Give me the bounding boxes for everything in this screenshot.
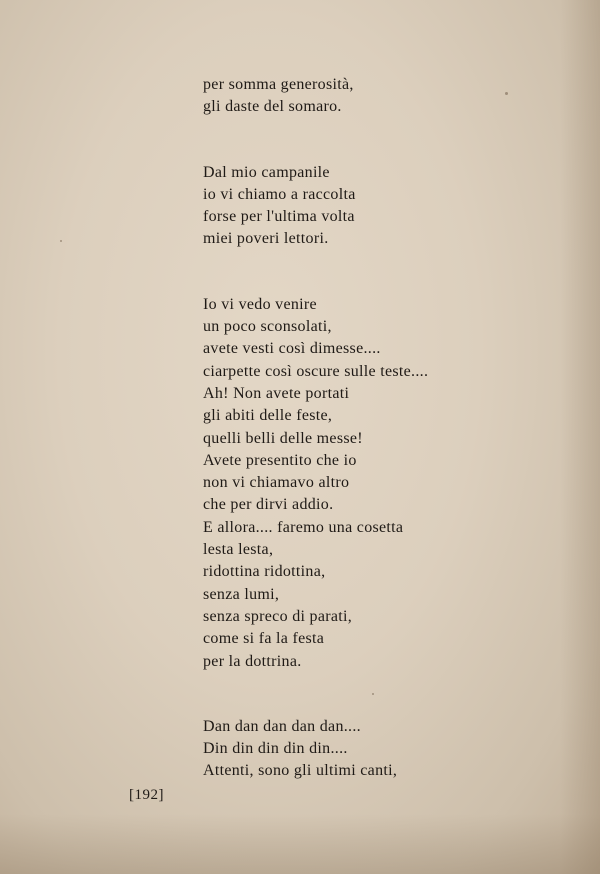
stanza-4 — [203, 716, 503, 783]
poem-line: senza spreco di parati, — [203, 607, 353, 625]
paper-speck — [60, 240, 62, 242]
poem-line: quelli belli delle messe! — [203, 429, 363, 447]
poem-line: Avete presentito che io — [203, 451, 357, 469]
poem-line: come si fa la festa — [203, 630, 325, 648]
poem-line: miei poveri lettori. — [203, 230, 329, 248]
poem-line: Dal mio campanile — [203, 163, 330, 181]
page-edge-shadow — [560, 0, 600, 874]
poem-line: per somma generosità, — [203, 76, 354, 93]
poem-line: forse per l'ultima volta — [203, 208, 355, 226]
poem-line: avete vesti così dimesse.... — [203, 340, 381, 358]
poem-line: un poco sconsolati, — [203, 318, 332, 336]
page-number: [192] — [129, 787, 164, 803]
poem-line: Attenti, sono gli ultimi canti, — [203, 762, 398, 780]
poem-line: non vi chiamavo altro — [203, 474, 350, 492]
poem-text — [203, 74, 503, 783]
poem-line: Io vi vedo venire — [203, 295, 317, 313]
poem-line: Din din din din din.... — [203, 740, 348, 758]
poem-line: senza lumi, — [203, 585, 280, 603]
poem-line: io vi chiamo a raccolta — [203, 185, 356, 203]
poem-line: gli daste del somaro. — [203, 98, 342, 116]
poem-line: ridottina ridottina, — [203, 563, 326, 581]
stanza-3 — [203, 294, 503, 673]
poem-line: E allora.... faremo una cosetta — [203, 518, 404, 536]
stanza-1 — [203, 74, 503, 119]
poem-line: gli abiti delle feste, — [203, 407, 333, 425]
paper-speck — [505, 92, 508, 95]
poem-line: per la dottrina. — [203, 652, 302, 670]
poem-line: lesta lesta, — [203, 541, 274, 559]
poem-line: Ah! Non avete portati — [203, 384, 350, 402]
poem-line: che per dirvi addio. — [203, 496, 334, 514]
poem-line: ciarpette così oscure sulle teste.... — [203, 362, 429, 380]
poem-line: Dan dan dan dan dan.... — [203, 717, 361, 735]
page-bottom-shadow — [0, 814, 600, 874]
stanza-2 — [203, 162, 503, 251]
